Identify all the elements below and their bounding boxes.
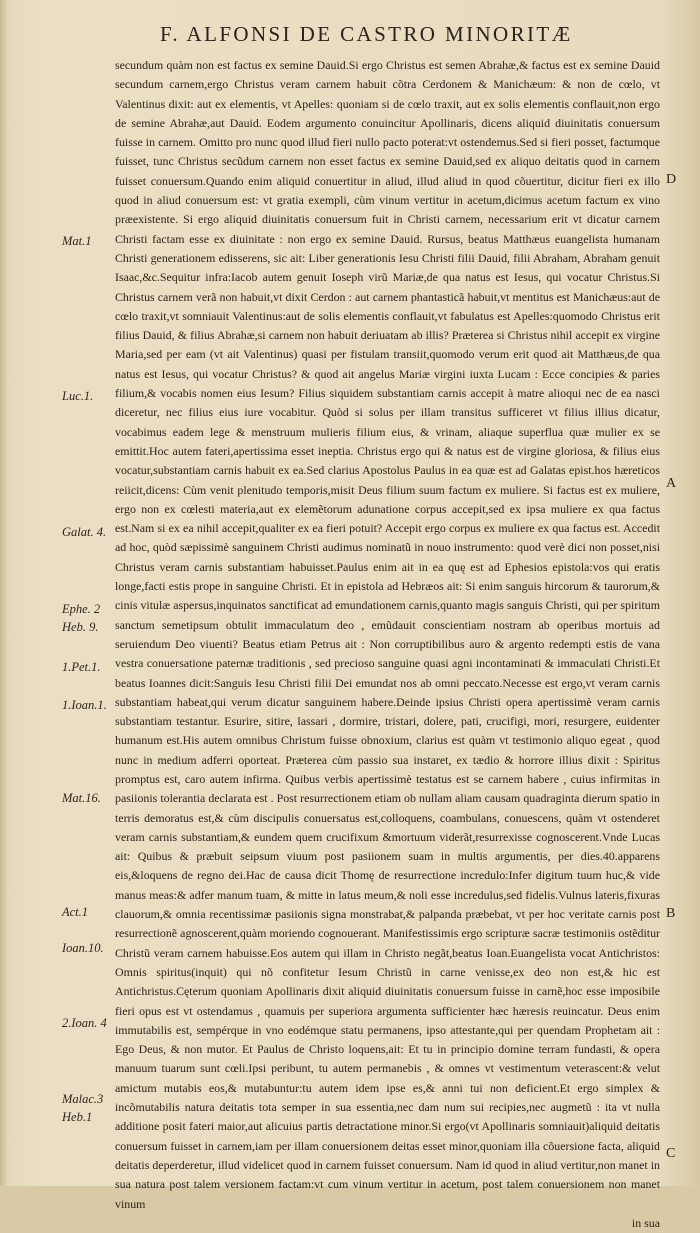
section-letter: A (666, 476, 677, 491)
marginal-reference: Ephe. 2 (62, 602, 101, 616)
section-letter: C (666, 1146, 676, 1161)
marginal-reference: Malac.3 (62, 1092, 104, 1106)
marginal-reference: 2.Ioan. 4 (62, 1016, 107, 1030)
marginal-reference: Luc.1. (62, 389, 94, 403)
catchword: in sua (631, 1215, 660, 1230)
marginal-reference: Galat. 4. (62, 525, 107, 539)
main-text-block (115, 56, 660, 1233)
marginal-reference: Mat.1 (62, 234, 92, 248)
section-letter: D (666, 172, 677, 187)
marginal-reference: 1.Ioan.1. (62, 698, 107, 712)
marginal-reference: Heb. 9. (62, 620, 99, 634)
marginal-reference: 1.Pet.1. (62, 660, 101, 674)
running-header: F. ALFONSI DE CASTRO MINORITÆ (160, 22, 573, 46)
marginal-reference: Mat.16. (62, 791, 101, 805)
marginal-reference: Ioan.10. (62, 941, 104, 955)
marginal-reference: Heb.1 (62, 1110, 93, 1124)
body-paragraph: secundum quàm non est factus ex semine Dauid.Si ergo Christus est semen Abrahæ,& factus est ex semine Dauid secundum carnem,ergo Christus veram carnem habuit cõtra Cerdonem & Manichæum: & non de cœlo, vt Valentinus dixit: aut ex elementis, vt Apelles: quoniam si de cœlo traxit, aut ex solis elementis conflauit,non ergo de semine Abrahæ,aut Dauid. Eodem argumento conuincitur Apollinaris, dicens aliquid diuinitatis conuersum fuisse in carnem. Omitto pro nunc quod illud fieri nullo pacto poterat:vt ostendemus.Sed si fieri posset, factumque fuisset, tunc Christus secũdum carnem non esset factus ex semine Dauid,sed ex aliquo deitatis quod in carnem fuisset conuersum.Quando enim aliquid conuertitur in aliud, illud aliud in quod cõuertitur, dicitur fieri ex illo quod in aliud conuersum est: vt gratia exempli, cùm vinum vertitur in acetum,dicimus acetum factum ex vino præexistente. Si ergo aliquid diuinitatis conuersum fuit in Christi carnem, necessarium erit vt dicatur carnem Christi factam esse ex diuinitate : non ergo ex semine Dauid. Rursus, beatus Matthæus euangelista humanam Christi generationem edisserens, sic ait: Liber generationis Iesu Christi filii Dauid, filii Abraham, Abraham genuit Isaac,&c.Sequitur infra:Iacob autem genuit Ioseph virũ Mariæ,de qua natus est Iesus, qui vocatur Christus.Si Christus carnem verã non habuit,vt dixit Cerdon : aut carnem phantasticã habuit,vt mentitus est Manichæus:aut de cœlo traxit,vt somniauit Valentinus:aut de solis elementis conflauit,vt fabulatus est Apelles:quomodo Christus erit filius Dauid, & filius Abrahæ,si carnem non habuit deriuatam ab illis? Præterea si Christus nihil accepit ex virgine Maria,sed per eam (vt ait Valentinus) quasi per fistulam transiit,quomodo verum erit quod ait Matthæus,de qua natus est Iesus, qui vocatur Christus? & quod ait angelus Mariæ virgini iuxta Lucam : Ecce concipies & paries filium,& vocabis nomen eius Iesum? Filius siquidem substantiam carnis accepit à matre alioqui nec de ea nasci diceretur, nec filius eius iure vocabitur. Quòd si solus per illam transitus sufficeret vt filius illius dicatur, vocabimus eadem lege & menstruum mulieris filium eius, & vrinam, aliaque superflua quæ mulier ex se emittit.Hoc autem fateri,apertissima esset ineptia. Christus ergo qui & natus est de virgine gloriosa, & filius eius vocatur,substantiam carnis habuit ex ea.Sed clarius Apostolus Paulus in ea quæ est ad Galatas epist.hos hæreticos reiicit,dicens: Cùm venit plenitudo temporis,misit Deus filium suum factum ex muliere. Si factus est ex muliere, ergo non ex cœlesti materia,aut ex elemẽtorum adunatione corpus accepit,sed ex ipsa muliere ex qua factus est.Nam si ex ea nihil accepit,qualiter ex ea fieri potuit? Accepit ergo corpus ex muliere ex qua factus est. Accedit ad hoc, quòd sæpissimè sanguinem Christi audimus nominatũ in nouo instrumento: quod verè dici non posset,nisi Christus veram carnis substantiam habuisset.Paulus enim ait in ea quę est ad Ephesios epistola:vos qui eratis longe,facti estis prope in sanguine Christi. Et in epistola ad Hebræos ait: Si enim sanguis hircorum & taurorum,& cinis vitulæ aspersus,inquinatos sanctificat ad emundationem carnis,quanto magis sanguis Christi, qui per spiritum sanctum semetipsum obtulit immaculatum deo , emũdauit conscientiam nostram ab operibus mortuis ad seruiendum Deo viuenti? Beatus etiam Petrus ait : Non corruptibilibus auro & argento redempti estis de vana vestra conuersatione paternæ traditionis , sed precioso sanguine quasi agni incontaminati & immaculati Christi.Et beatus Ioannes dicit:Sanguis Iesu Christi filii Dei emundat nos ab omni peccato.Necesse est ergo,vt veram carnis substantiam habeat,qui verum dicatur sanguinem habere.Deinde ipsius Christi opera apertissimè veram carnis substantiam testantur. Esurire, sitire, lassari , dormire, tristari, dolere, pati, crucifigi, mori, resurgere, euidenter humanum est.His autem omnibus Christum fuisse obnoxium, clarius est quàm vt testimonio aliquo egeat , quod nunc in medium adferri oporteat. Præterea cùm passio sua instaret, ex tædio & horrore illius dixit : Spiritus promptus est, caro autem infirma. Quibus verbis apertissimè testatus est se carnem habere , cuius infirmitas in pasiionis tolerantia declarata est . Post resurrectionem etiam ob nullam aliam causam quadraginta dierum spatio in terris demoratus est,& cùm discipulis conuersatus est,colloquens, coambulans, conuescens, quàm vt ostenderet veram carnis substantiam,& eundem quem crucifixum &mortuum viderãt,resurrexisse cognoscerent.Vnde Lucas ait: Quibus & præbuit seipsum viuum post pasiionem suam in multis argumentis, per dies.40.apparens eis,&loquens de regno dei.Hac de causa dicit Thomę de resurrectione incredulo:Infer digitum tuum huc,& vide manus meas:& adfer manum tuam, & mitte in latus meum,& noli esse incredulus,sed fidelis.Vulnus lateris,fixuras clauorum,& omnia recentissimæ pasiionis signa monstrabat,& palpanda præbebat, vt per hoc veritate carnis post resurrectionẽ agnoscerent,quàm moriendo cognouerant. Manifestissimis ergo scripturæ sacræ testimoniis ostẽditur Christũ veram carnem habuisse.Eos autem qui illam in Christo negãt,beatus Ioan.Euangelista vocat Antichristos: Omnis spiritus(inquit) qui nõ confitetur Iesum Christũ in carne venisse,ex deo non est,& hic est Antichristus.Cęterum quoniam Apollinaris dixit aliquid diuinitatis conuersum fuisse in carnẽ,hoc esse imposibile fieri opus est vt ostendamus , quamuis per superiora argumenta sufficienter hæc hæresis reuincatur. Deus enim immutabilis est, sempérque in vno eodémque statu permanens, ipso attestante,qui per quendam Prophetam ait : Ego Deus, & non mutor. Et Paulus de Christo loquens,ait: Et tu in principio domine terram fundasti, & opera manuum tuarum sunt cœli.Ipsi peribunt, tu autem permanebis , & omnes vt vestimentum veterascent:& velut amictum mutabis eos,& mutabuntur:tu autem idem ipse es,& anni tui non deficient.Et ergo simplex & incõmutabilis natura deitatis tota semper in sua essentia,nec dam num sui recipies,nec augmetũ : ita vt nulla additione posit fateri maior,aut alicuius partis detractatione minor.Si ergo(vt Apollinaris somniauit)aliquid deitatis conuersum fuisset in carnem,iam per illam conuersionem deitas esset minor,quoniam illa cõuersione facta, aliquid deitatis deperderetur, illud videlicet quod in carnem fuisset conuersum. Nam id quod in aliud vertitur,non manet in sua natura post talem versionem factam:vt cum vinum vertitur in acetum, post talem conuersionem non manet vinum (115, 58, 660, 1211)
section-letter: B (666, 906, 676, 921)
marginal-reference: Act.1 (62, 905, 89, 919)
